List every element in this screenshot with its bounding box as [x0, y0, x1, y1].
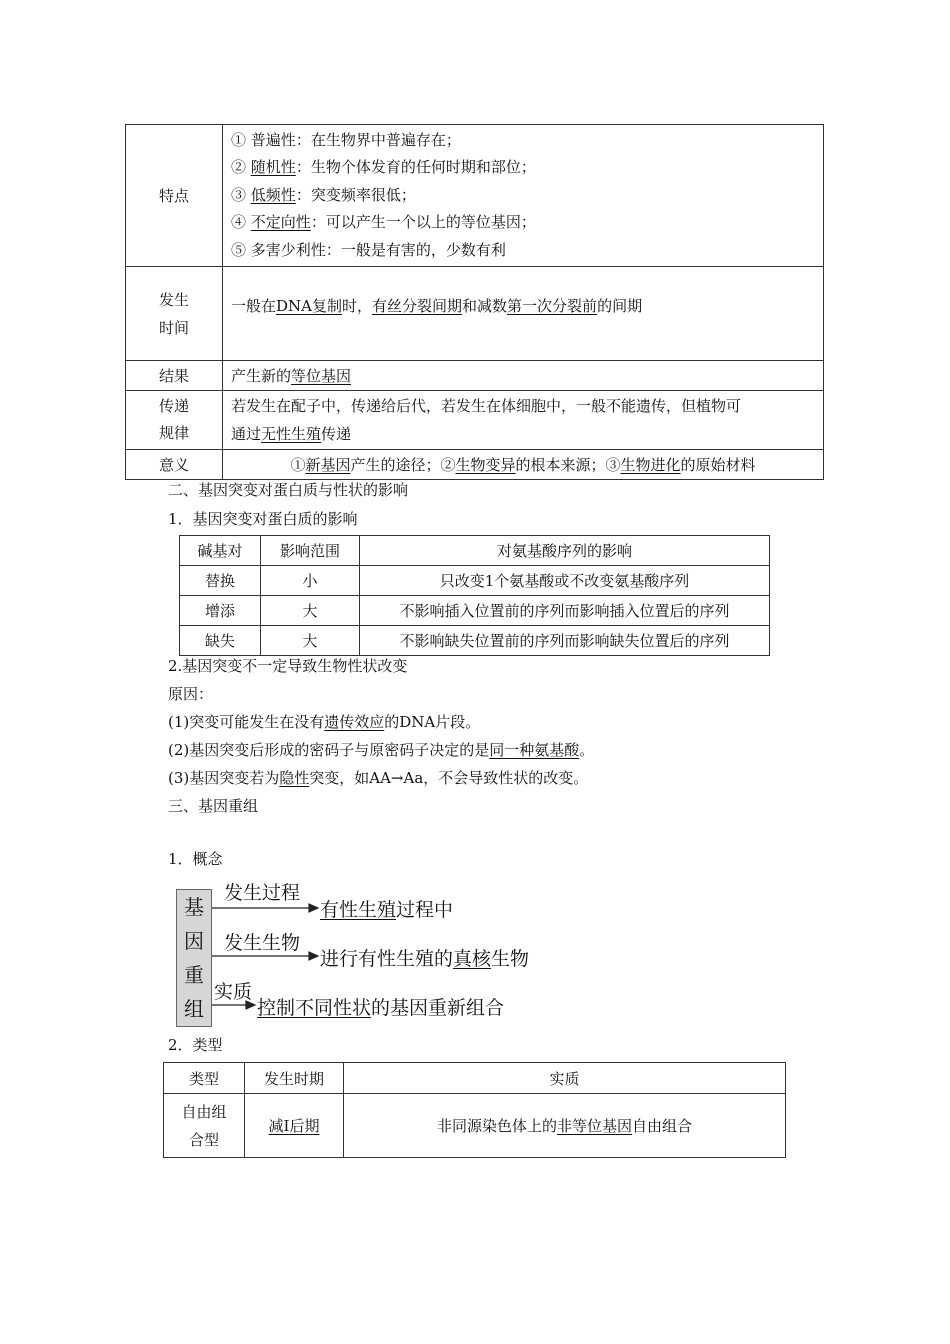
t2-cell: 增添 — [180, 596, 261, 626]
box-char: 因 — [184, 929, 204, 953]
t2-cell: 小 — [261, 566, 360, 596]
t2-cell: 缺失 — [180, 626, 261, 656]
recombination-type-table — [163, 1062, 786, 1158]
diagram-label-organism: 发生生物 — [224, 932, 301, 954]
reason-label: 原因： — [168, 685, 214, 703]
timing-head: 发生 时间 — [126, 267, 223, 361]
diagram-label-process: 发生过程 — [224, 882, 301, 904]
section2-sub2: 2.基因突变不一定导致生物性状改变 — [168, 657, 408, 675]
t2-cell: 替换 — [180, 566, 261, 596]
section3-sub2: 2．类型 — [168, 1036, 223, 1054]
reason-3: (3)基因突变若为隐性突变，如AA→Aa，不会导致性状的改变。 — [168, 769, 589, 787]
t2-cell: 大 — [261, 626, 360, 656]
table-row — [164, 1094, 786, 1158]
t3-header-1: 发生时期 — [245, 1063, 344, 1094]
t3-header-0: 类型 — [164, 1063, 245, 1094]
trait-line-1: ① 普遍性：在生物界中普遍存在； — [231, 130, 461, 149]
diagram-target-organism: 进行有性生殖的真核生物 — [320, 948, 530, 970]
inherit-head: 传递 规律 — [126, 391, 223, 450]
inherit-cell: 若发生在配子中，传递给后代，若发生在体细胞中，一般不能遗传，但植物可 通过无性生殖传递 — [223, 391, 824, 450]
t2-header-2: 对氨基酸序列的影响 — [360, 536, 770, 566]
box-char: 基 — [184, 895, 204, 919]
t3-essence: 非同源染色体上的非等位基因自由组合 — [344, 1094, 786, 1158]
section3-sub1: 1．概念 — [168, 850, 223, 868]
reason-1: (1)突变可能发生在没有遗传效应的DNA片段。 — [168, 713, 481, 731]
diagram-target-essence: 控制不同性状的基因重新组合 — [257, 997, 505, 1019]
t2-cell: 大 — [261, 596, 360, 626]
box-char: 重 — [184, 963, 204, 987]
result-cell: 产生新的等位基因 — [223, 361, 824, 391]
t2-cell: 不影响缺失位置前的序列而影响缺失位置后的序列 — [360, 626, 770, 656]
diagram-label-essence: 实质 — [214, 981, 253, 1003]
section2-sub1: 1．基因突变对蛋白质的影响 — [168, 510, 358, 528]
t2-header-0: 碱基对 — [180, 536, 261, 566]
trait-line-3: ③ 低频性：突变频率很低； — [231, 185, 416, 204]
timing-cell: 一般在DNA复制时，有丝分裂间期和减数第一次分裂前的间期 — [223, 267, 824, 361]
reason-2: (2)基因突变后形成的密码子与原密码子决定的是同一种氨基酸。 — [168, 741, 595, 759]
t3-period: 减Ⅰ后期 — [245, 1094, 344, 1158]
t3-type: 自由组 合型 — [164, 1094, 245, 1158]
section3-title: 三、基因重组 — [168, 797, 259, 815]
diagram-target-process: 有性生殖过程中 — [320, 899, 454, 921]
box-char: 组 — [184, 997, 204, 1021]
section2-title: 二、基因突变对蛋白质与性状的影响 — [168, 481, 409, 499]
trait-line-5: ⑤ 多害少利性：一般是有害的，少数有利 — [231, 240, 506, 259]
t3-header-2: 实质 — [344, 1063, 786, 1094]
t2-cell: 不影响插入位置前的序列而影响插入位置后的序列 — [360, 596, 770, 626]
t2-header-1: 影响范围 — [261, 536, 360, 566]
t2-cell: 只改变1个氨基酸或不改变氨基酸序列 — [360, 566, 770, 596]
result-head: 结果 — [126, 361, 223, 391]
trait-line-2: ② 随机性：生物个体发育的任何时期和部位； — [231, 158, 536, 177]
trait-line-4: ④ 不定向性：可以产生一个以上的等位基因； — [231, 213, 536, 232]
meaning-cell: ①新基因产生的途径；②生物变异的根本来源；③生物进化的原始材料 — [223, 450, 824, 480]
meaning-head: 意义 — [126, 450, 223, 480]
traits-head: 特点 — [126, 125, 223, 267]
